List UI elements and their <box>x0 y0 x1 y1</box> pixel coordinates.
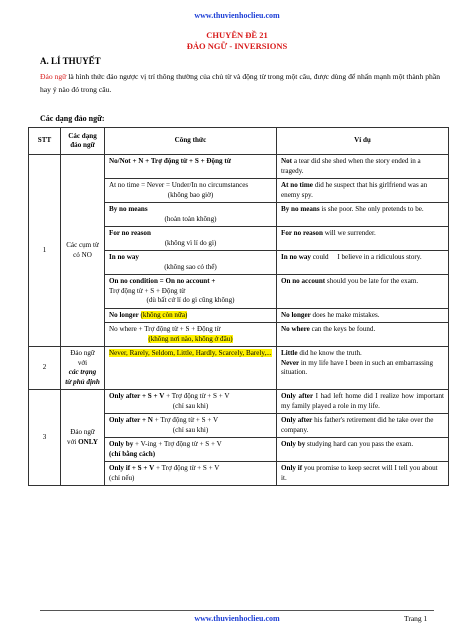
formula-cell: Only by + V-ing + Trợ động từ + S + V (chỉ bằng cách) <box>105 438 277 462</box>
example-cell: For no reason will we surrender. <box>277 227 449 251</box>
example-cell: In no way could I believe in a ridiculous story. <box>277 251 449 275</box>
example-cell: Only after I had left home did I realize how important my family played a role in my life. <box>277 390 449 414</box>
intro-term: Đảo ngữ <box>40 72 67 81</box>
example-cell: At no time did he suspect that his girlfriend was an enemy spy. <box>277 179 449 203</box>
header-forms: Các dạng đảo ngữ <box>61 128 105 155</box>
document-title <box>0 30 474 52</box>
group3-label: Đảo ngữ với ONLY <box>61 390 105 486</box>
header-example: Ví dụ <box>277 128 449 155</box>
example-cell: No where can the keys be found. <box>277 323 449 347</box>
footer-divider <box>40 610 434 611</box>
example-cell: Not a tear did she shed when the story ended in a tragedy. <box>277 155 449 179</box>
group2-label: Đảo ngữ với các trạng từ phủ định <box>61 347 105 390</box>
table-row <box>29 390 449 414</box>
site-url-footer[interactable]: www.thuvienhoclieu.com <box>194 614 280 623</box>
example-cell: Only by studying hard can you pass the exam. <box>277 438 449 462</box>
group2-stt: 2 <box>29 347 61 390</box>
group1-stt: 1 <box>29 155 61 347</box>
group3-stt: 3 <box>29 390 61 486</box>
header-formula: Công thức <box>105 128 277 155</box>
formula-cell: Never, Rarely, Seldom, Little, Hardly, Scarcely, Barely,... <box>105 347 277 390</box>
formula-cell: For no reason (không vì lí do gì) <box>105 227 277 251</box>
example-cell: No longer does he make mistakes. <box>277 308 449 323</box>
example-cell: Only if you promise to keep secret will I tell you about it. <box>277 462 449 486</box>
section-a-heading: A. LÍ THUYẾT <box>40 56 101 66</box>
forms-heading: Các dạng đảo ngữ: <box>40 114 105 123</box>
formula-cell: No where + Trợ động từ + S + Động từ (không nơi nào, không ở đâu) <box>105 323 277 347</box>
formula-cell: No/Not + N + Trợ động từ + S + Động từ <box>105 155 277 179</box>
site-url-header[interactable]: www.thuvienhoclieu.com <box>194 11 280 20</box>
formula-cell: Only after + N + Trợ động từ + S + V (chỉ sau khi) <box>105 414 277 438</box>
intro-paragraph <box>40 71 440 96</box>
formula-cell: Only if + S + V + Trợ động từ + S + V (chỉ nếu) <box>105 462 277 486</box>
table-row <box>29 347 449 390</box>
formula-cell: Only after + S + V + Trợ động từ + S + V (chỉ sau khi) <box>105 390 277 414</box>
formula-cell: On no condition = On no account + Trợ động từ + S + Động từ (dù bất cứ lí do gì cũng không) <box>105 275 277 309</box>
example-cell: Only after his father's retirement did he take over the company. <box>277 414 449 438</box>
page-number: Trang 1 <box>404 614 428 623</box>
inversion-table <box>28 127 449 486</box>
example-cell: Little did he know the truth. Never in my life have I been in such an embarrassing situation. <box>277 347 449 390</box>
table-row <box>29 155 449 179</box>
table-header-row <box>29 128 449 155</box>
header-stt: STT <box>29 128 61 155</box>
main-title: ĐẢO NGỮ - INVERSIONS <box>186 41 288 51</box>
example-cell: By no means is she poor. She only pretends to be. <box>277 203 449 227</box>
chuyen-de-label: CHUYÊN ĐỀ 21 <box>206 30 268 40</box>
group1-label: Các cụm từ có NO <box>61 155 105 347</box>
formula-cell: In no way (không sao có thể) <box>105 251 277 275</box>
formula-cell: By no means (hoàn toàn không) <box>105 203 277 227</box>
example-cell: On no account should you be late for the exam. <box>277 275 449 309</box>
formula-cell: At no time = Never = Under/In no circumstances (không bao giờ) <box>105 179 277 203</box>
intro-text: là hình thức đảo ngược vị trí thông thường của chủ từ và động từ trong một câu, được dùng để nhấn mạnh một thành phần hay ý nào đó trong câu. <box>40 72 440 94</box>
formula-cell: No longer (không còn nữa) <box>105 308 277 323</box>
